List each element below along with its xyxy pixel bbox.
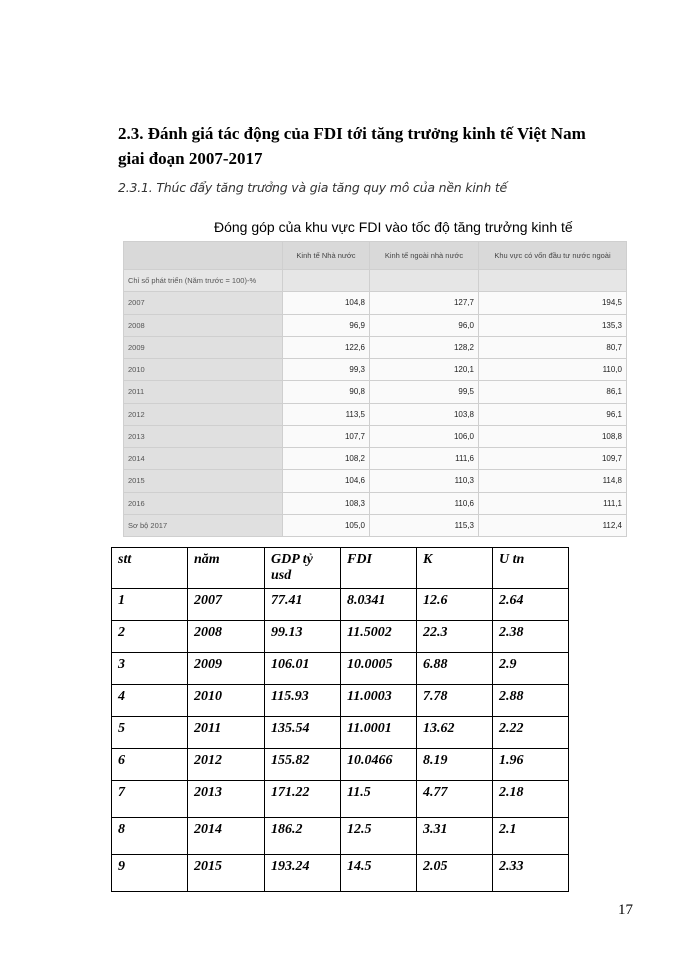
growth-table-row-label: 2012 xyxy=(124,403,283,425)
data-table-cell: 12.5 xyxy=(341,818,417,855)
data-table-cell: 2007 xyxy=(188,589,265,621)
data-table xyxy=(111,547,569,892)
growth-table-cell: 96,1 xyxy=(479,403,627,425)
data-table-cell: 1 xyxy=(112,589,188,621)
data-table-cell: 2012 xyxy=(188,749,265,781)
data-table-cell: 22.3 xyxy=(417,621,493,653)
growth-table-cell: 108,2 xyxy=(283,448,370,470)
data-table-cell: 3 xyxy=(112,653,188,685)
data-table-cell: 11.0003 xyxy=(341,685,417,717)
growth-table-cell: 120,1 xyxy=(370,359,479,381)
growth-table-cell: 113,5 xyxy=(283,403,370,425)
data-table-cell: 5 xyxy=(112,717,188,749)
data-table-cell: 2013 xyxy=(188,781,265,818)
growth-table-cell: 90,8 xyxy=(283,381,370,403)
table-caption: Đóng góp của khu vực FDI vào tốc độ tăng trưởng kinh tế xyxy=(214,219,573,235)
data-table-row xyxy=(112,589,569,621)
data-table-cell: 4.77 xyxy=(417,781,493,818)
growth-table-cell: 128,2 xyxy=(370,336,479,358)
data-table-cell: 2011 xyxy=(188,717,265,749)
data-table-cell: 77.41 xyxy=(265,589,341,621)
data-table-cell: 2010 xyxy=(188,685,265,717)
data-table-cell: 11.5002 xyxy=(341,621,417,653)
growth-table-row-label: 2013 xyxy=(124,425,283,447)
growth-table-header-cell xyxy=(124,242,283,270)
growth-table-row xyxy=(124,425,627,447)
data-table-row xyxy=(112,685,569,717)
data-table-cell: 2.38 xyxy=(493,621,569,653)
growth-table-row-label: 2011 xyxy=(124,381,283,403)
growth-table-row xyxy=(124,381,627,403)
growth-table-cell: 108,3 xyxy=(283,492,370,514)
data-table-cell: 2009 xyxy=(188,653,265,685)
data-table-cell: 1.96 xyxy=(493,749,569,781)
growth-table-cell: 108,8 xyxy=(479,425,627,447)
growth-table-cell: 105,0 xyxy=(283,514,370,536)
growth-table-row xyxy=(124,514,627,536)
growth-table-cell: 80,7 xyxy=(479,336,627,358)
growth-table-row xyxy=(124,359,627,381)
data-table-cell: 8 xyxy=(112,818,188,855)
growth-table-cell: 103,8 xyxy=(370,403,479,425)
data-table-cell: 2.05 xyxy=(417,855,493,892)
growth-table-row-label: 2014 xyxy=(124,448,283,470)
growth-table-row-label: 2008 xyxy=(124,314,283,336)
data-table-cell: 8.0341 xyxy=(341,589,417,621)
growth-table-row xyxy=(124,448,627,470)
growth-table-row xyxy=(124,314,627,336)
growth-table-cell: 107,7 xyxy=(283,425,370,447)
data-table-cell: 106.01 xyxy=(265,653,341,685)
data-table-cell: 2.9 xyxy=(493,653,569,685)
growth-table-row-label: 2007 xyxy=(124,292,283,314)
data-table-cell: 2015 xyxy=(188,855,265,892)
growth-table-cell: 111,6 xyxy=(370,448,479,470)
growth-table-cell: 115,3 xyxy=(370,514,479,536)
data-table-cell: 171.22 xyxy=(265,781,341,818)
data-table-cell: 9 xyxy=(112,855,188,892)
growth-table-image xyxy=(123,241,627,537)
growth-table-header-cell: Khu vực có vốn đầu tư nước ngoài xyxy=(479,242,627,270)
data-table-cell: 4 xyxy=(112,685,188,717)
data-table-cell: 155.82 xyxy=(265,749,341,781)
growth-table-row-label: 2009 xyxy=(124,336,283,358)
growth-table-row-label: 2015 xyxy=(124,470,283,492)
growth-table xyxy=(123,241,627,537)
growth-table-row xyxy=(124,292,627,314)
data-table-cell: 12.6 xyxy=(417,589,493,621)
growth-table-cell: 114,8 xyxy=(479,470,627,492)
data-table-row xyxy=(112,781,569,818)
growth-table-header-row xyxy=(124,242,627,270)
growth-table-row xyxy=(124,470,627,492)
growth-table-cell: 110,6 xyxy=(370,492,479,514)
data-table-cell: 115.93 xyxy=(265,685,341,717)
data-table-row xyxy=(112,717,569,749)
data-table-cell: 2.18 xyxy=(493,781,569,818)
growth-table-header-cell: Kinh tế Nhà nước xyxy=(283,242,370,270)
growth-table-cell: 135,3 xyxy=(479,314,627,336)
data-table-cell: 99.13 xyxy=(265,621,341,653)
data-table-header-cell: stt xyxy=(112,548,188,589)
data-table-header-cell: GDP tỷ usd xyxy=(265,548,341,589)
growth-table-cell: 99,3 xyxy=(283,359,370,381)
data-table-cell: 2014 xyxy=(188,818,265,855)
data-table-header-cell: năm xyxy=(188,548,265,589)
growth-table-cell: 109,7 xyxy=(479,448,627,470)
section-heading: 2.3. Đánh giá tác động của FDI tới tăng trưởng kinh tế Việt Nam giai đoạn 2007-2017 xyxy=(118,124,586,168)
data-table-cell: 2.64 xyxy=(493,589,569,621)
data-table-cell: 135.54 xyxy=(265,717,341,749)
growth-table-cell: 104,6 xyxy=(283,470,370,492)
data-table-cell: 8.19 xyxy=(417,749,493,781)
data-table-cell: 2.22 xyxy=(493,717,569,749)
data-table-cell: 11.5 xyxy=(341,781,417,818)
subsection-heading: 2.3.1. Thúc đẩy tăng trưởng và gia tăng quy mô của nền kinh tế xyxy=(118,180,508,195)
data-table-row xyxy=(112,818,569,855)
data-table-cell: 186.2 xyxy=(265,818,341,855)
growth-table-cell: 112,4 xyxy=(479,514,627,536)
data-table-cell: 2.1 xyxy=(493,818,569,855)
data-table-cell: 10.0466 xyxy=(341,749,417,781)
data-table-cell: 6 xyxy=(112,749,188,781)
growth-table-row xyxy=(124,336,627,358)
data-table-cell: 2008 xyxy=(188,621,265,653)
growth-table-row-label: Sơ bộ 2017 xyxy=(124,514,283,536)
data-table-cell: 13.62 xyxy=(417,717,493,749)
growth-table-cell: 194,5 xyxy=(479,292,627,314)
data-table-cell: 193.24 xyxy=(265,855,341,892)
data-table-row xyxy=(112,749,569,781)
growth-table-cell: 104,8 xyxy=(283,292,370,314)
data-table-header-cell: FDI xyxy=(341,548,417,589)
data-table-row xyxy=(112,653,569,685)
growth-table-header-cell: Kinh tế ngoài nhà nước xyxy=(370,242,479,270)
growth-table-cell: 127,7 xyxy=(370,292,479,314)
growth-table-cell: 99,5 xyxy=(370,381,479,403)
growth-table-cell: 111,1 xyxy=(479,492,627,514)
growth-table-row-label: 2016 xyxy=(124,492,283,514)
growth-table-cell: 110,0 xyxy=(479,359,627,381)
growth-table-row-label: 2010 xyxy=(124,359,283,381)
page-number: 17 xyxy=(618,902,633,918)
growth-table-row xyxy=(124,492,627,514)
growth-table-note-row xyxy=(124,270,627,292)
growth-table-cell: 106,0 xyxy=(370,425,479,447)
data-table-cell: 14.5 xyxy=(341,855,417,892)
data-table-cell: 7.78 xyxy=(417,685,493,717)
data-table-cell: 3.31 xyxy=(417,818,493,855)
data-table-cell: 2.33 xyxy=(493,855,569,892)
data-table-cell: 2 xyxy=(112,621,188,653)
data-table-cell: 6.88 xyxy=(417,653,493,685)
data-table-cell: 7 xyxy=(112,781,188,818)
growth-table-cell: 122,6 xyxy=(283,336,370,358)
growth-table-cell: 96,0 xyxy=(370,314,479,336)
growth-table-row xyxy=(124,403,627,425)
data-table-cell: 10.0005 xyxy=(341,653,417,685)
data-table-row xyxy=(112,621,569,653)
growth-table-note: Chỉ số phát triển (Năm trước = 100)-% xyxy=(124,270,283,292)
growth-table-cell: 110,3 xyxy=(370,470,479,492)
data-table-row xyxy=(112,855,569,892)
data-table-cell: 11.0001 xyxy=(341,717,417,749)
data-table-header-cell: K xyxy=(417,548,493,589)
data-table-cell: 2.88 xyxy=(493,685,569,717)
data-table-header-cell: U tn xyxy=(493,548,569,589)
data-table-header-row xyxy=(112,548,569,589)
growth-table-cell: 96,9 xyxy=(283,314,370,336)
growth-table-cell: 86,1 xyxy=(479,381,627,403)
